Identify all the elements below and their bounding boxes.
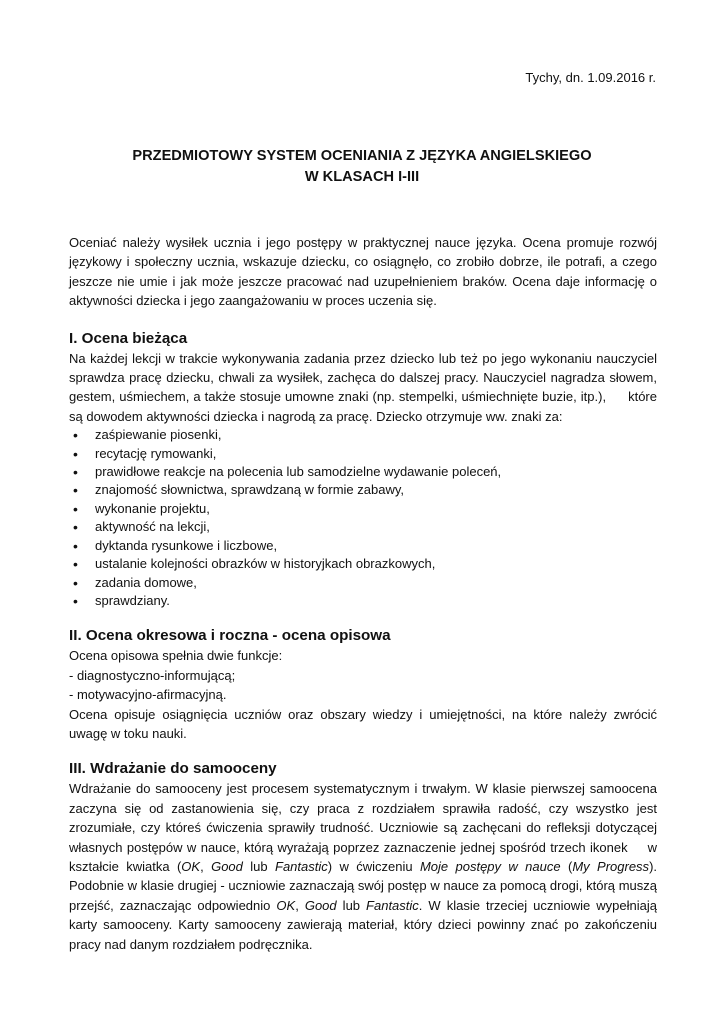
label-fantastic: Fantastic: [275, 858, 328, 874]
title-line-1: PRZEDMIOTOWY SYSTEM OCENIANIA Z JĘZYKA ANGIELSKIEGO: [132, 148, 592, 164]
list-item: • sprawdziany.: [95, 592, 657, 610]
list-item: • prawidłowe reakcje na polecenia lub samodzielne wydawanie poleceń,: [95, 463, 657, 481]
section-1-heading: I. Ocena bieżąca: [69, 329, 188, 347]
section-3-paragraph: [69, 779, 657, 954]
list-item: • wykonanie projektu,: [95, 500, 657, 518]
section-3-text: ). Podobnie w klasie drugiej - uczniowie zaznaczają swój postęp w nauce za pomocą drogi, którą muszą przejść, zaznaczając odpowiednio: [69, 858, 658, 913]
label-ok: OK: [181, 858, 201, 874]
section-3-text: . W klasie trzeciej uczniowie wypełniają karty samooceny. Karty samooceny zawierają materiał, który dzieci powinny znać po zakończeniu pracy nad danym rozdziałem podręcznika.: [69, 897, 657, 952]
label-good: Good: [304, 897, 337, 913]
exercise-name: Moje postępy w nauce: [419, 858, 561, 874]
document-body: [69, 233, 657, 954]
exercise-name-en: My Progress: [572, 858, 650, 874]
section-2: [69, 625, 657, 743]
label-good: Good: [211, 858, 243, 874]
list-item: • znajomość słownictwa, sprawdzaną w formie zabawy,: [95, 481, 657, 499]
list-item: • aktywność na lekcji,: [95, 518, 657, 536]
conjunction: lub: [336, 897, 367, 913]
separator: ,: [295, 897, 305, 913]
section-2-heading: II. Ocena okresowa i roczna - ocena opisowa: [69, 627, 391, 645]
conjunction: lub: [242, 858, 275, 874]
marks-list: [69, 426, 657, 610]
section-3-heading: III. Wdrażanie do samooceny: [69, 760, 277, 778]
intro-paragraph: Oceniać należy wysiłek ucznia i jego postępy w praktycznej nauce języka. Ocena promuje rozwój językowy i społeczny ucznia, wskazuje dziecku, co osiągnęło, co zrobiło dobrze, ile potrafi, a czego jeszcze nie umie i jak może jeszcze pracować nad uzupełnieniem braków. Ocena daje informację o aktywności dziecka i jego zaangażowaniu w proces uczenia się.: [69, 235, 657, 309]
section-3-text: ) w ćwiczeniu: [327, 858, 420, 874]
section-3-text: Wdrażanie do samooceny jest procesem systematycznym i trwałym. W klasie pierwszej samoocena zaczyna się od zastanowienia się, czy praca z rozdziałem sprawiła radość, czy wszystko jest zrozumiałe, czy któreś ćwiczenia sprawiły trudność. Uczniowie są zachęcani do refleksji dotyczącej własnych postępów w nauce, którą wyrażają poprzez zaznaczenie jednej spośród trzech ikonek: [69, 781, 657, 855]
separator: ,: [200, 858, 212, 874]
document-title: [0, 146, 724, 188]
document-date: Tychy, dn. 1.09.2016 r.: [525, 70, 656, 85]
section-2-line-3: - motywacyjno-afirmacyjną.: [69, 687, 227, 703]
list-item: • ustalanie kolejności obrazków w historyjkach obrazkowych,: [95, 555, 657, 573]
section-1-text-a: Na każdej lekcji w trakcie wykonywania zadania przez dziecko lub też po jego wykonaniu nauczyciel sprawdza pracę dziecku, chwali za wysiłek, zachęca do dalszej pracy. Nauczyciel nagradza słowem, gestem, uśmiechem, a także stosuje umowne znaki (np. stempelki, uśmiechnięte buzie, itp.),: [69, 350, 657, 405]
section-1-text-b: które są dowodem aktywności dziecka i nagrodą za pracę. Dziecko otrzymuje ww. znaki za:: [69, 389, 657, 424]
list-item: • recytację rymowanki,: [95, 445, 657, 463]
section-3-text: w kształcie kwiatka (: [69, 839, 657, 874]
label-fantastic: Fantastic: [366, 897, 419, 913]
section-2-line-4: Ocena opisuje osiągnięcia uczniów oraz obszary wiedzy i umiejętności, na które należy zwrócić uwagę w toku nauki.: [69, 706, 657, 741]
title-line-2: W KLASACH I-III: [304, 169, 420, 185]
list-item: • zadania domowe,: [95, 574, 657, 592]
section-2-line-2: - diagnostyczno-informującą;: [69, 667, 236, 683]
section-2-line-1: Ocena opisowa spełnia dwie funkcje:: [69, 648, 283, 664]
list-item: • dyktanda rysunkowe i liczbowe,: [95, 537, 657, 555]
section-3-text: (: [560, 858, 573, 874]
label-ok: OK: [276, 897, 296, 913]
section-1-paragraph: [69, 349, 657, 427]
list-item: • zaśpiewanie piosenki,: [95, 426, 657, 444]
